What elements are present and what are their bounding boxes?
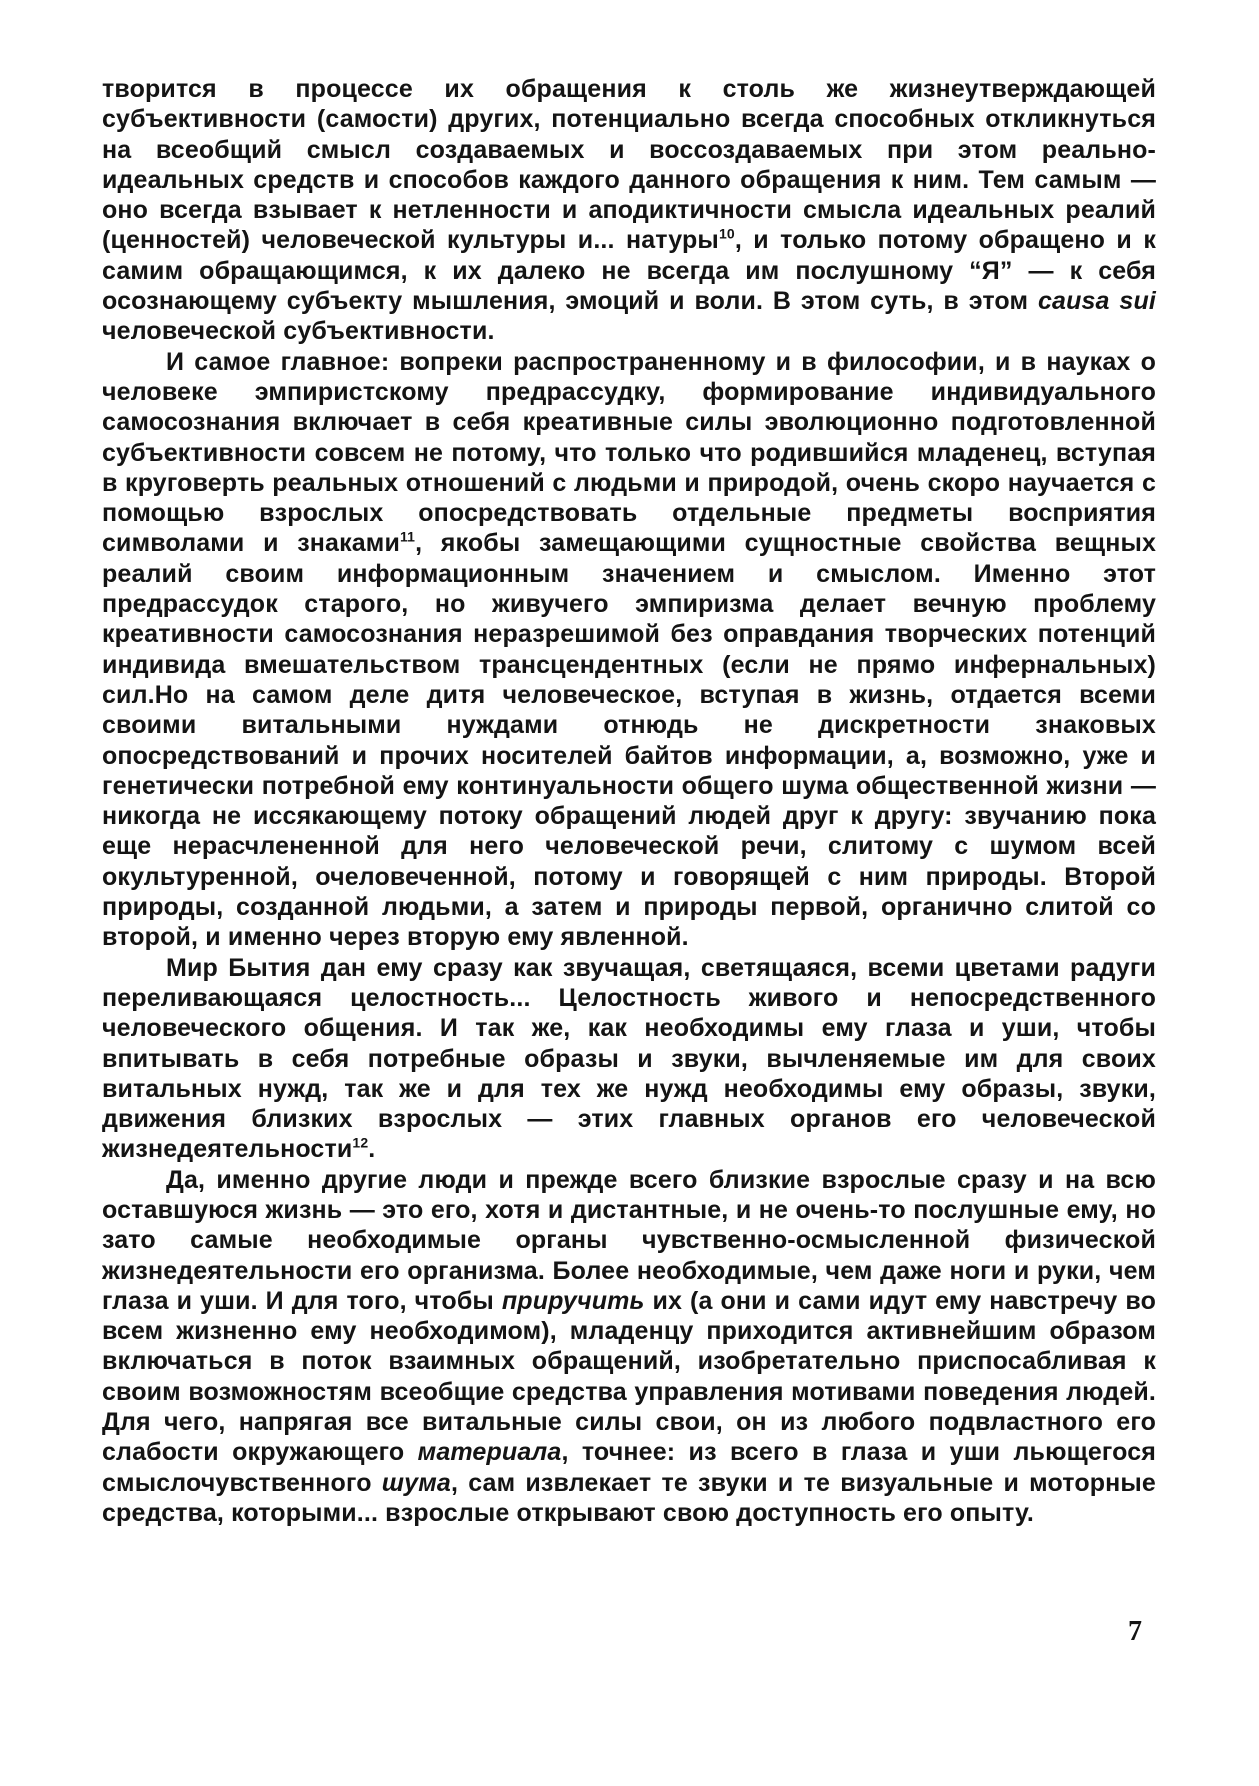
text-segment: творится в процессе их обращения к столь же жизнеутверждающей субъективности (самости) других, потенциально всегда способных откликнуться на всеобщий смысл создаваемых и воссоздаваемых при этом реально-идеальных средств и способов каждого данного обращения к ним. Тем самым — оно всегда взывает к нетленности и аподиктичности смысла идеальных реалий (ценностей) человеческой культуры и... натуры [102,75,1156,255]
emphasis-causa-sui: causa sui [1037,287,1156,316]
footnote-ref-11: 11 [399,529,416,546]
emphasis-priruchit: приручить [501,1286,645,1315]
page-body [102,74,1156,1528]
text-segment: . [368,1135,376,1164]
text-segment: И самое главное: вопреки распространенному и в философии, и в науках о человеке эмпиристскому предрассудку, формирование индивидуального самосознания включает в себя креативные силы эволюционно подготовленной субъективности совсем не потому, что только что родившийся младенец, вступая в круговерть реальных отношений с людьми и природой, очень скоро научается с помощью взрослых опосредствовать отдельные предметы восприятия символами и знаками [102,347,1156,558]
paragraph-2 [102,347,1156,953]
text-segment: человеческой субъективности. [102,317,495,346]
text-segment: их (а они и сами идут ему навстречу во всем жизненно ему необходимом), младенцу приходится активнейшим образом включаться в поток взаимных обращений, изобретательно приспосабливая к своим возможностям всеобщие средства управления мотивами поведения людей. Для чего, напрягая все витальные силы свои, он из любого подвластного его слабости окружающего [102,1286,1156,1467]
page-number: 7 [1128,1616,1142,1647]
emphasis-materiala: материала [417,1438,562,1467]
paragraph-3 [102,953,1156,1165]
footnote-ref-10: 10 [718,226,735,243]
text-segment: Да, именно другие люди и прежде всего близкие взрослые сразу и на всю оставшуюся жизнь — это его, хотя и дистантные, и не очень-то послушные ему, но зато самые необходимые органы чувственно-осмысленной физической жизнедеятельности его организма. Более необходимые, чем даже ноги и руки, чем глаза и уши. И для того, чтобы [102,1165,1156,1315]
footnote-ref-12: 12 [352,1135,369,1152]
paragraph-1 [102,74,1156,347]
text-segment: , сам извлекает те звуки и те визуальные и моторные средства, которыми... взрослые открывают свою доступность его опыту. [102,1468,1156,1527]
text-segment: , и только потому обращено и к самим обращающимся, к их далеко не всегда им послушному “Я” — к себя осознающему субъекту мышления, эмоций и воли. В этом суть, в этом [102,226,1156,316]
text-segment: Мир Бытия дан ему сразу как звучащая, светящаяся, всеми цветами радуги переливающаяся целостность... Целостность живого и непосредственного человеческого общения. И так же, как необходимы ему глаза и уши, чтобы впитывать в себя потребные образы и звуки, вычленяемые им для своих витальных нужд, так же и для тех же нужд необходимы ему образы, звуки, движения близких взрослых — этих главных органов его человеческой жизнедеятельности [102,953,1156,1164]
text-segment: , якобы замещающими сущностные свойства вещных реалий своим информационным значением и смыслом. Именно этот предрассудок старого, но живучего эмпиризма делает вечную проблему креативности самосознания неразрешимой без оправдания творческих потенций индивида вмешательством трансцендентных (если не прямо инфернальных) сил.Но на самом деле дитя человеческое, вступая в жизнь, отдается всеми своими витальными нуждами отнюдь не дискретности знаковых опосредствований и прочих носителей байтов информации, а, возможно, уже и генетически потребной ему континуальности общего шума общественной жизни — никогда не иссякающему потоку обращений людей друг к другу: звучанию пока еще нерасчлененной для него человеческой речи, слитому с шумом всей окультуренной, очеловеченной, потому и говорящей с ним природы. Второй природы, созданной людьми, а затем и природы первой, органично слитой со второй, и именно через вторую ему явленной. [102,529,1157,952]
emphasis-shuma: шума [381,1468,451,1497]
paragraph-4 [102,1165,1156,1529]
text-segment: , точнее: из всего в глаза и уши льющегося смыслочувственного [102,1438,1156,1497]
